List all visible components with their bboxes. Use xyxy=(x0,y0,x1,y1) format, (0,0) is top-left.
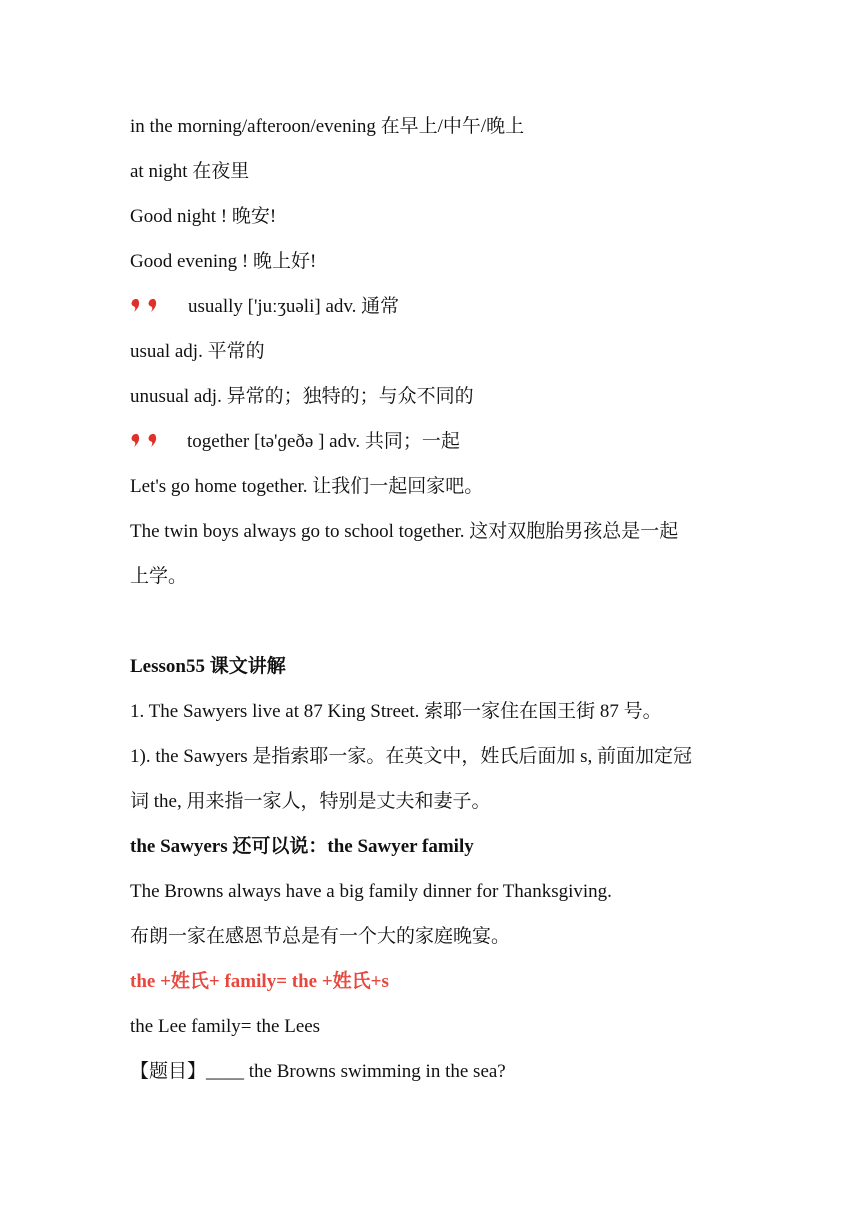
bold-note: the Sawyers 还可以说：the Sawyer family xyxy=(130,836,474,857)
text-line: unusual adj. 异常的；独特的；与众不同的 xyxy=(130,386,474,407)
text-line: 上学。 xyxy=(130,566,188,587)
heart-bullet-icon xyxy=(130,296,172,320)
text-line: 布朗一家在感恩节总是有一个大的家庭晚宴。 xyxy=(130,926,511,947)
text-line: in the morning/afteroon/evening 在早上/中午/晚上 xyxy=(130,116,525,137)
exercise-question: 【题目】____ the Browns swimming in the sea? xyxy=(130,1061,506,1082)
text-line: usual adj. 平常的 xyxy=(130,341,265,362)
rule-highlight: the +姓氏+ family= the +姓氏+s xyxy=(130,971,389,992)
text-line: Good night ! 晚安! xyxy=(130,206,277,227)
text-line: Good evening ! 晚上好! xyxy=(130,251,317,272)
text-line: 词 the, 用来指一家人，特别是丈夫和妻子。 xyxy=(130,791,491,812)
text-line: 1. The Sawyers live at 87 King Street. 索耶一家住在国王街 87 号。 xyxy=(130,701,662,722)
text-line: the Lee family= the Lees xyxy=(130,1016,321,1037)
vocab-line-together xyxy=(130,430,460,455)
text-line: The twin boys always go to school together. 这对双胞胎男孩总是一起 xyxy=(130,521,679,542)
vocab-line-usually xyxy=(130,295,399,320)
text-line: at night 在夜里 xyxy=(130,161,250,182)
text-line: The Browns always have a big family dinner for Thanksgiving. xyxy=(130,881,612,902)
heart-bullet-icon xyxy=(130,431,172,455)
vocab-text: usually ['juːʒuəli] adv. 通常 xyxy=(188,296,400,317)
section-heading: Lesson55 课文讲解 xyxy=(130,656,286,677)
text-line: Let's go home together. 让我们一起回家吧。 xyxy=(130,476,484,497)
vocab-text: together [tə'ɡeðə ] adv. 共同；一起 xyxy=(187,431,460,452)
text-line: 1). the Sawyers 是指索耶一家。在英文中，姓氏后面加 s, 前面加定冠 xyxy=(130,746,693,767)
